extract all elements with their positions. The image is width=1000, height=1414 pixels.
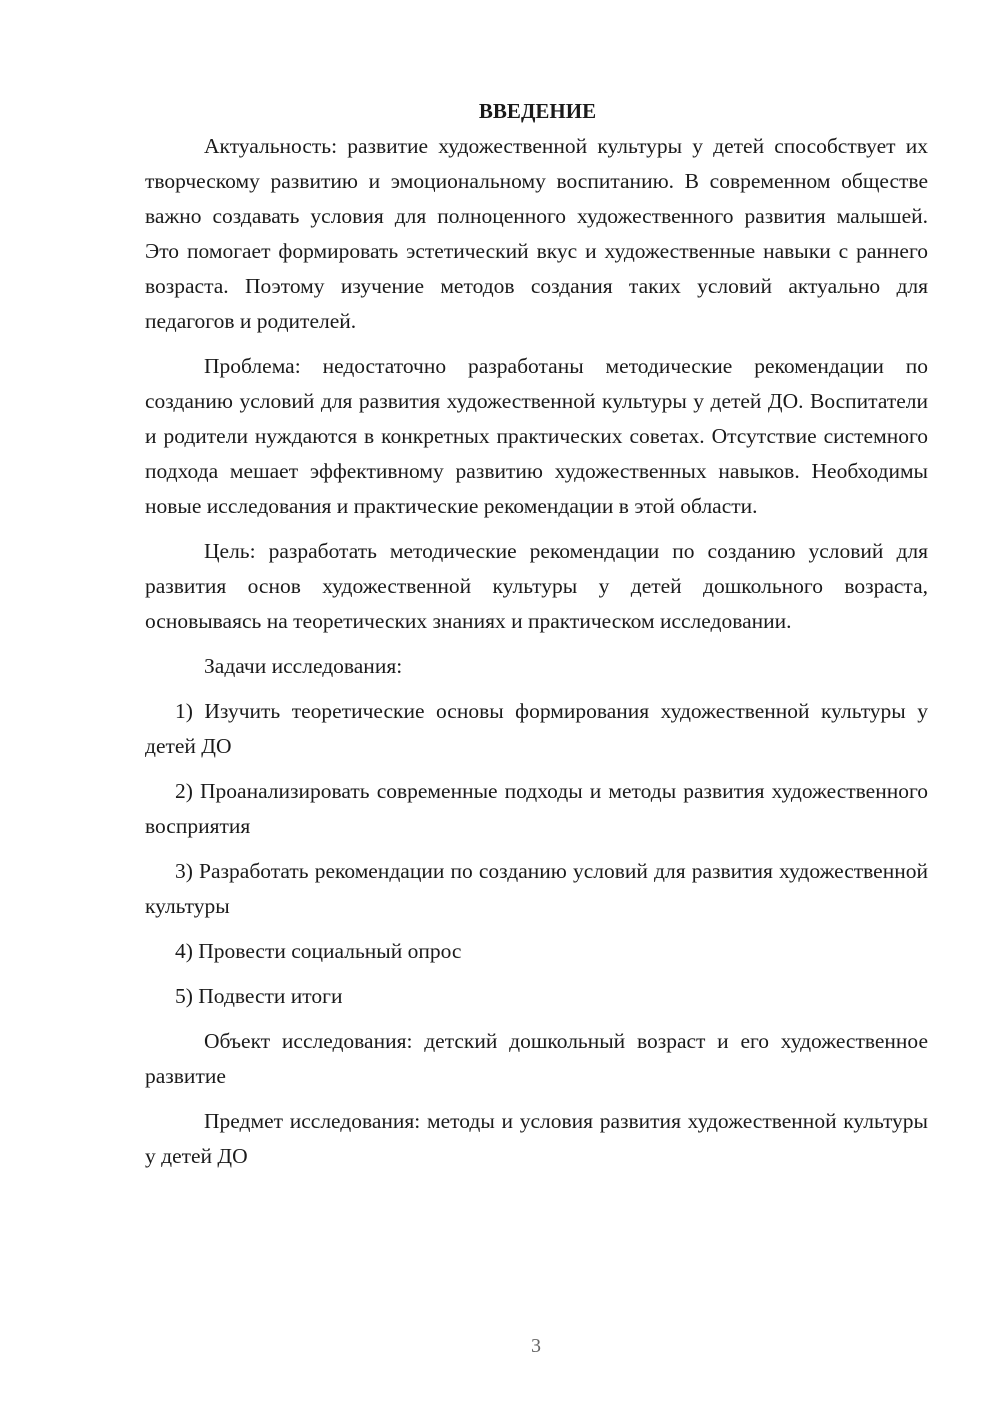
task-item: 3) Разработать рекомендации по созданию условий для развития художественной культуры (145, 859, 928, 918)
page-number: 3 (531, 1335, 541, 1357)
task-item: 5) Подвести итоги (175, 984, 343, 1008)
goal-paragraph: Цель: разработать методические рекомендации по созданию условий для развития основ художественной культуры у детей дошкольного возраста, основываясь на теоретических знаниях и практическом исследовании. (145, 539, 928, 633)
task-item: 1) Изучить теоретические основы формирования художественной культуры у детей ДО (145, 699, 928, 758)
task-item: 4) Провести социальный опрос (175, 939, 462, 963)
subject-paragraph: Предмет исследования: методы и условия развития художественной культуры у детей ДО (145, 1109, 928, 1168)
task-item: 2) Проанализировать современные подходы и методы развития художественного восприятия (145, 779, 928, 838)
page-title: ВВЕДЕНИЕ (478, 99, 597, 123)
problem-paragraph: Проблема: недостаточно разработаны методические рекомендации по созданию условий для развития художественной культуры у детей ДО. Воспитатели и родители нуждаются в конкретных практических советах. Отсутствие системного подхода мешает эффективному развитию художественных навыков. Необходимы новые исследования и практические рекомендации в этой области. (145, 354, 928, 518)
object-paragraph: Объект исследования: детский дошкольный возраст и его художественное развитие (145, 1029, 928, 1088)
tasks-heading: Задачи исследования: (204, 654, 403, 678)
relevance-paragraph: Актуальность: развитие художественной культуры у детей способствует их творческому развитию и эмоциональному воспитанию. В современном обществе важно создавать условия для полноценного художественного развития малышей. Это помогает формировать эстетический вкус и художественные навыки с раннего возраста. Поэтому изучение методов создания таких условий актуально для педагогов и родителей. (145, 134, 928, 333)
document-page (145, 94, 928, 1184)
